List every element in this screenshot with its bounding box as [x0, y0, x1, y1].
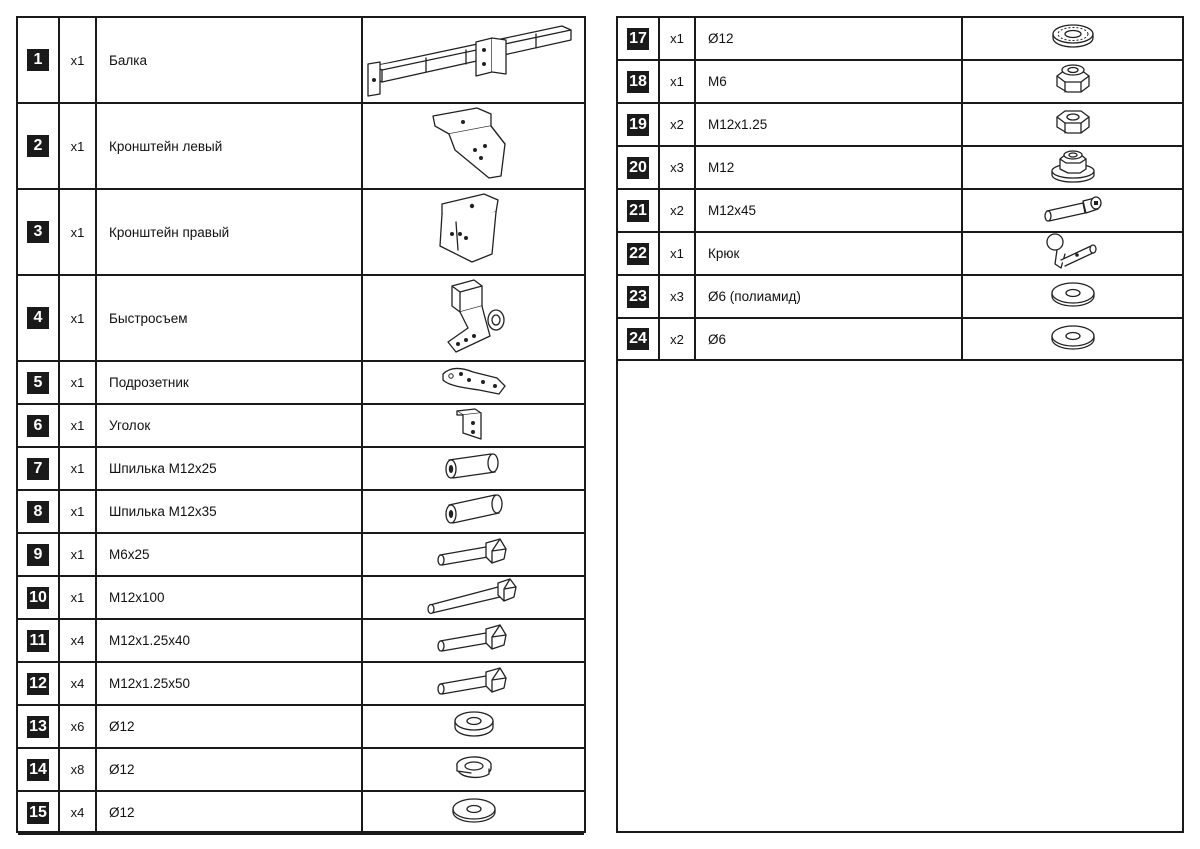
item-quantity: x3: [660, 276, 696, 317]
item-quantity: x4: [60, 792, 97, 833]
item-number-badge: 17: [627, 28, 649, 50]
table-row: [18, 749, 584, 792]
item-number-cell: [618, 104, 660, 145]
item-illustration-cell: [963, 104, 1182, 145]
item-illustration-cell: [963, 147, 1182, 188]
item-number-cell: [18, 663, 60, 704]
item-name: M12: [696, 147, 963, 188]
item-number-badge: 21: [627, 200, 649, 222]
parts-table-left: [16, 16, 586, 833]
item-quantity: x1: [60, 405, 97, 446]
item-illustration-cell: [963, 18, 1182, 59]
table-row: [18, 534, 584, 577]
item-illustration-cell: [363, 448, 584, 489]
item-illustration-cell: [363, 104, 584, 188]
item-number-badge: 9: [27, 544, 49, 566]
item-name: Балка: [97, 18, 363, 102]
item-number-cell: [18, 577, 60, 618]
item-name: M6: [696, 61, 963, 102]
item-name: Ø12: [97, 792, 363, 833]
hex-nut-icon: [1051, 105, 1095, 144]
item-number-cell: [18, 620, 60, 661]
item-quantity: x2: [660, 104, 696, 145]
item-number-cell: [18, 405, 60, 446]
item-illustration-cell: [363, 706, 584, 747]
item-illustration-cell: [363, 491, 584, 532]
item-number-badge: 8: [27, 501, 49, 523]
table-row: [18, 706, 584, 749]
item-illustration-cell: [363, 190, 584, 274]
spacer-short-icon: [439, 450, 509, 487]
item-name: M12x1.25x50: [97, 663, 363, 704]
table-row: [18, 620, 584, 663]
spacer-long-icon: [439, 491, 509, 532]
table-row: [618, 233, 1182, 276]
table-row: [618, 61, 1182, 104]
item-illustration-cell: [363, 362, 584, 403]
item-illustration-cell: [363, 276, 584, 360]
thick-washer-icon: [449, 709, 499, 744]
table-row: [18, 190, 584, 276]
table-row: [18, 405, 584, 448]
item-quantity: x1: [60, 448, 97, 489]
item-number-badge: 14: [27, 759, 49, 781]
tow-ball-hook-icon: [1041, 230, 1105, 277]
item-illustration-cell: [363, 663, 584, 704]
item-name: M12x100: [97, 577, 363, 618]
item-quantity: x1: [60, 18, 97, 102]
item-quantity: x1: [660, 233, 696, 274]
item-name: Ø12: [696, 18, 963, 59]
table-row: [18, 104, 584, 190]
item-quantity: x1: [60, 104, 97, 188]
bracket-right-icon: [434, 190, 514, 275]
item-number-cell: [618, 61, 660, 102]
item-quantity: x1: [60, 577, 97, 618]
item-name: Шпилька M12x35: [97, 491, 363, 532]
item-number-badge: 22: [627, 243, 649, 265]
item-number-badge: 13: [27, 716, 49, 738]
item-number-badge: 3: [27, 221, 49, 243]
item-number-cell: [618, 147, 660, 188]
item-name: M12x1.25: [696, 104, 963, 145]
table-row: [18, 18, 584, 104]
flat-washer-icon: [448, 795, 500, 830]
item-quantity: x1: [60, 534, 97, 575]
item-number-badge: 23: [627, 286, 649, 308]
item-name: Ø12: [97, 706, 363, 747]
item-illustration-cell: [363, 534, 584, 575]
flange-lock-nut-icon: [1048, 147, 1098, 188]
item-number-badge: 4: [27, 307, 49, 329]
item-illustration-cell: [363, 18, 584, 102]
quick-release-icon: [434, 276, 514, 361]
item-illustration-cell: [363, 577, 584, 618]
item-number-cell: [618, 319, 660, 359]
item-number-cell: [18, 362, 60, 403]
parts-table-right: [616, 16, 1184, 833]
item-name: M6x25: [97, 534, 363, 575]
item-illustration-cell: [363, 792, 584, 833]
flat-washer-icon: [1047, 322, 1099, 357]
item-quantity: x1: [60, 190, 97, 274]
item-name: Крюк: [696, 233, 963, 274]
table-row: [18, 362, 584, 405]
bolt-long-icon: [424, 575, 524, 620]
item-illustration-cell: [963, 319, 1182, 359]
item-quantity: x1: [60, 362, 97, 403]
item-number-badge: 11: [27, 630, 49, 652]
bracket-left-icon: [429, 104, 519, 189]
item-number-cell: [18, 448, 60, 489]
lock-nut-icon: [1051, 62, 1095, 101]
item-illustration-cell: [363, 620, 584, 661]
serrated-washer-icon: [1047, 21, 1099, 56]
table-row: [618, 319, 1182, 361]
item-number-badge: 7: [27, 458, 49, 480]
item-name: M12x45: [696, 190, 963, 231]
item-quantity: x4: [60, 663, 97, 704]
item-number-cell: [18, 491, 60, 532]
item-number-cell: [18, 792, 60, 833]
table-row: [18, 577, 584, 620]
table-row: [618, 147, 1182, 190]
table-row: [18, 491, 584, 534]
item-number-cell: [18, 104, 60, 188]
item-number-cell: [18, 706, 60, 747]
beam-icon: [366, 18, 581, 103]
item-number-badge: 20: [627, 157, 649, 179]
item-quantity: x2: [660, 319, 696, 359]
item-illustration-cell: [363, 405, 584, 446]
item-quantity: x1: [660, 61, 696, 102]
item-number-badge: 1: [27, 49, 49, 71]
item-name: Кронштейн правый: [97, 190, 363, 274]
item-illustration-cell: [963, 233, 1182, 274]
table-row: [618, 190, 1182, 233]
item-name: Уголок: [97, 405, 363, 446]
item-number-badge: 12: [27, 673, 49, 695]
item-number-cell: [18, 18, 60, 102]
table-row: [18, 663, 584, 706]
item-number-cell: [18, 276, 60, 360]
table-row: [18, 792, 584, 835]
item-quantity: x1: [60, 491, 97, 532]
item-illustration-cell: [963, 276, 1182, 317]
table-row: [618, 276, 1182, 319]
item-number-cell: [18, 190, 60, 274]
item-number-badge: 5: [27, 372, 49, 394]
spring-washer-icon: [449, 752, 499, 787]
socket-bolt-icon: [1041, 193, 1105, 228]
item-number-badge: 6: [27, 415, 49, 437]
item-quantity: x1: [60, 276, 97, 360]
item-illustration-cell: [363, 749, 584, 790]
bolt-icon: [434, 621, 514, 660]
item-name: Ø6: [696, 319, 963, 359]
item-number-badge: 15: [27, 802, 49, 824]
item-name: Ø12: [97, 749, 363, 790]
table-row: [618, 18, 1182, 61]
item-quantity: x1: [660, 18, 696, 59]
item-number-badge: 18: [627, 71, 649, 93]
table-row: [618, 104, 1182, 147]
item-number-cell: [618, 18, 660, 59]
item-illustration-cell: [963, 61, 1182, 102]
item-quantity: x2: [660, 190, 696, 231]
item-number-badge: 19: [627, 114, 649, 136]
socket-plate-icon: [439, 364, 509, 401]
flat-washer-icon: [1047, 279, 1099, 314]
item-quantity: x4: [60, 620, 97, 661]
item-name: Подрозетник: [97, 362, 363, 403]
item-number-cell: [18, 749, 60, 790]
item-number-badge: 2: [27, 135, 49, 157]
item-quantity: x8: [60, 749, 97, 790]
table-row: [18, 276, 584, 362]
item-number-cell: [618, 233, 660, 274]
item-number-badge: 10: [27, 587, 49, 609]
item-quantity: x3: [660, 147, 696, 188]
item-name: Шпилька M12x25: [97, 448, 363, 489]
item-name: Кронштейн левый: [97, 104, 363, 188]
item-number-cell: [18, 534, 60, 575]
item-name: M12x1.25x40: [97, 620, 363, 661]
item-illustration-cell: [963, 190, 1182, 231]
bolt-icon: [434, 535, 514, 574]
item-name: Ø6 (полиамид): [696, 276, 963, 317]
angle-bracket-icon: [449, 405, 499, 446]
item-number-cell: [618, 276, 660, 317]
item-number-badge: 24: [627, 328, 649, 350]
item-quantity: x6: [60, 706, 97, 747]
item-name: Быстросъем: [97, 276, 363, 360]
table-row: [18, 448, 584, 491]
item-number-cell: [618, 190, 660, 231]
bolt-icon: [434, 664, 514, 703]
